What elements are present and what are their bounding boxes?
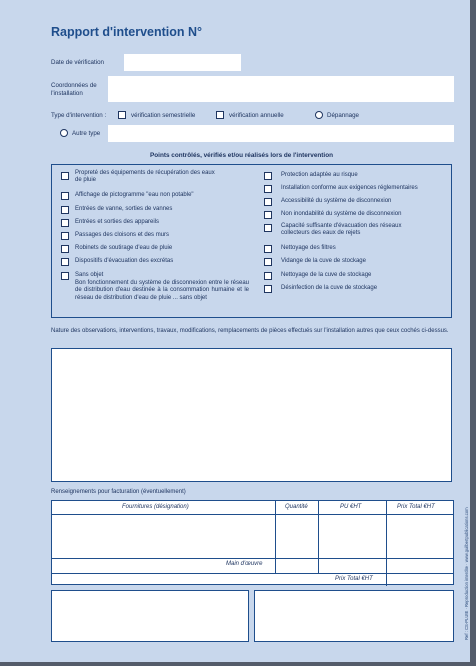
sans-objet-detail: Bon fonctionnement du système de disconnexion entre le réseau de distribution d'eau destinée à la consommation humaine et le réseau de distribution d'eau de pluie ... sans objet <box>75 280 249 301</box>
check-left-3[interactable] <box>61 219 69 227</box>
date-field[interactable] <box>124 54 241 71</box>
col-divider-2 <box>318 501 319 574</box>
check-right-0[interactable] <box>264 172 272 180</box>
date-label: Date de vérification <box>51 59 104 66</box>
page-title: Rapport d'intervention N° <box>51 25 203 39</box>
right-item-6: Vidange de la cuve de stockage <box>281 258 366 264</box>
main-oeuvre-label: Main d'œuvre <box>226 561 263 567</box>
check-right-6[interactable] <box>264 258 272 266</box>
left-item-2: Entrées de vanne, sorties de vannes <box>75 206 173 212</box>
left-item-7: Sans objet <box>75 272 104 278</box>
col-total: Prix Total €HT <box>397 504 435 510</box>
check-left-0[interactable] <box>61 172 69 180</box>
side-reference-text: Ref : CS-PLUIE · Reproduction interdite · www.guilbertpublications.com <box>464 507 469 640</box>
prix-total-label: Prix Total €HT <box>335 576 373 582</box>
page-edge-right <box>470 0 476 666</box>
points-heading: Points contrôlés, vérifiés et/ou réalisés lors de l'intervention <box>150 152 333 159</box>
check-right-7[interactable] <box>264 272 272 280</box>
check-right-1[interactable] <box>264 185 272 193</box>
observations-field[interactable] <box>51 348 452 482</box>
check-right-5[interactable] <box>264 245 272 253</box>
depannage-label: Dépannage <box>327 112 359 119</box>
check-left-7[interactable] <box>61 272 69 280</box>
left-item-1: Affichage de pictogramme "eau non potable" <box>75 192 194 198</box>
type-label: Type d'intervention : <box>51 112 107 119</box>
left-item-6: Dispositifs d'évacuation des excrétas <box>75 258 174 264</box>
left-item-0: Propreté des équipements de récupération des eaux de pluie <box>75 170 215 184</box>
check-right-2[interactable] <box>264 198 272 206</box>
check-left-6[interactable] <box>61 258 69 266</box>
semestrielle-label: vérification semestrielle <box>131 112 196 119</box>
col-pu: PU €HT <box>340 504 362 510</box>
left-item-3: Entrées et sorties des appareils <box>75 219 160 225</box>
main-oeuvre-line <box>52 558 453 559</box>
billing-table <box>51 500 454 585</box>
page-edge-bottom <box>0 662 476 666</box>
autre-type-label: Autre type <box>72 130 101 137</box>
total-line <box>52 573 453 574</box>
semestrielle-checkbox[interactable] <box>118 111 126 119</box>
col-divider-1 <box>275 501 276 574</box>
check-left-1[interactable] <box>61 192 69 200</box>
check-right-4[interactable] <box>264 224 272 232</box>
autre-type-radio[interactable] <box>60 129 68 137</box>
bottom-left-box[interactable] <box>51 590 249 642</box>
left-item-5: Robinets de soutirage d'eau de pluie <box>75 245 173 251</box>
coords-field[interactable] <box>108 76 454 102</box>
col-fournitures: Fournitures (désignation) <box>122 504 189 510</box>
right-item-0: Protection adaptée au risque <box>281 172 358 178</box>
check-right-8[interactable] <box>264 285 272 293</box>
annuelle-label: vérification annuelle <box>229 112 284 119</box>
header-underline <box>52 514 453 515</box>
depannage-radio[interactable] <box>315 111 323 119</box>
right-item-2: Accessibilité du système de disconnexion <box>281 198 392 204</box>
right-item-7: Nettoyage de la cuve de stockage <box>281 272 372 278</box>
right-item-1: Installation conforme aux exigences réglementaires <box>281 185 418 191</box>
annuelle-checkbox[interactable] <box>216 111 224 119</box>
right-item-3: Non inondabilité du système de disconnexion <box>281 211 402 217</box>
billing-label: Renseignements pour facturation (éventuellement) <box>51 489 186 495</box>
check-left-4[interactable] <box>61 232 69 240</box>
autre-type-field[interactable] <box>108 125 454 142</box>
check-left-5[interactable] <box>61 245 69 253</box>
right-item-8: Désinfection de la cuve de stockage <box>281 285 378 291</box>
right-item-4: Capacité suffisante d'évacuation des réseaux collecteurs des eaux de rejets <box>281 223 402 237</box>
observations-label: Nature des observations, interventions, travaux, modifications, remplacements de pièces effectués sur l'installation autres que ceux cochés ci-dessus. <box>51 328 449 334</box>
check-left-2[interactable] <box>61 206 69 214</box>
bottom-right-box[interactable] <box>254 590 454 642</box>
check-right-3[interactable] <box>264 211 272 219</box>
col-quantite: Quantité <box>285 504 308 510</box>
right-item-5: Nettoyage des filtres <box>281 245 336 251</box>
coords-label: Coordonnées de l'installation <box>51 82 97 97</box>
left-item-4: Passages des cloisons et des murs <box>75 232 170 238</box>
